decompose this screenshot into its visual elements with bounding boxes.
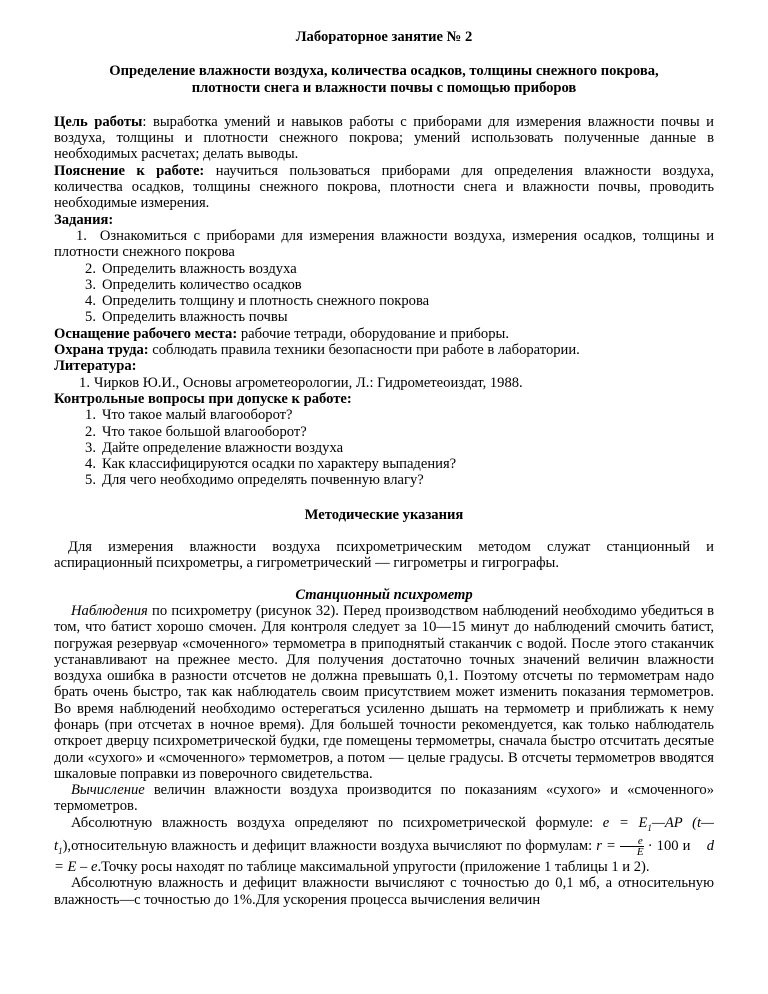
question-item — [54, 456, 714, 472]
equipment-text: рабочие тетради, оборудование и приборы. — [237, 325, 509, 342]
task-number: 2. — [85, 260, 96, 277]
task-item — [54, 309, 714, 325]
question-item — [54, 424, 714, 440]
task-number: 5. — [85, 309, 96, 326]
formula-abs-part: e = E — [602, 814, 648, 831]
task-text: Определить толщину и плотность снежного покрова — [102, 293, 430, 310]
questions-heading: Контрольные вопросы при допуске к работе: — [54, 390, 352, 407]
task-text: Определить количество осадков — [102, 276, 302, 293]
question-text: Для чего необходимо определять почвенную влагу? — [102, 472, 424, 489]
formula-deficit: d = E – e — [54, 837, 714, 876]
explanation-paragraph — [54, 163, 714, 212]
task-item — [54, 261, 714, 277]
formula-abs-rest: —AP (t—t — [54, 814, 714, 854]
task-number: 3. — [85, 276, 96, 293]
calculation-text: величин влажности воздуха производится по показаниям «сухого» и «смоченного» термометров. — [54, 782, 714, 815]
explanation-text: научиться пользоваться приборами для определения влажности воздуха, количества осадков, толщины снежного покрова, плотности снега и влажности почвы, проводить необходимые измерения. — [54, 162, 714, 212]
calculation-paragraph — [54, 782, 714, 815]
goal-label: Цель работы — [54, 113, 143, 130]
task-item — [54, 277, 714, 293]
equipment-label: Оснащение рабочего места: — [54, 325, 238, 342]
explanation-label: Пояснение к работе: — [54, 162, 205, 179]
question-text: Как классифицируются осадки по характеру выпадения? — [102, 456, 457, 473]
task-number: 4. — [85, 293, 96, 310]
literature-number: 1. — [79, 374, 90, 391]
literature-heading: Литература: — [54, 358, 137, 375]
observations-paragraph — [54, 603, 714, 782]
literature-item — [54, 375, 714, 391]
safety-paragraph — [54, 342, 714, 358]
question-number: 5. — [85, 472, 96, 489]
lab-title: Лабораторное занятие № 2 — [295, 29, 473, 45]
formula-paragraph — [54, 815, 714, 876]
observations-text: по психрометру (рисунок 32). Перед производством наблюдений необходимо убедиться в том, что батист хорошо смочен. Для контроля следует за 10—15 минут до наблюдений смочить батист, погружая резервуар «смоченного» термометра в приподнятый стаканчик с водой. После этого стаканчик устанавливают на прежнее место. Для получения достаточно точных значений величин влажности воздуха ошибка в разности отсчетов не должна превышать 0,1. Поэтому отсчеты по термометрам надо брать очень быстро, так как наблюдатель своим присутствием может изменить показания термометров. Во время наблюдений необходимо остерегаться усиленно дышать на термометр и приближать к нему фонарь (при отсчетах в ночное время). Для большей точности рекомендуется, как только наблюдатель откроет дверцу психрометрической будки, где помещены термометры, сначала быстро отсчитать десятые доли «сухого» и «смоченного» термометров, а потом — целые градусы. В отсчеты термометров вводятся шкаловые поправки из поверочного свидетельства. — [54, 602, 714, 782]
goal-paragraph — [54, 114, 714, 163]
tasks-heading: Задания: — [54, 211, 114, 228]
task-item — [54, 228, 714, 261]
formula-fraction — [620, 836, 644, 857]
methods-intro: Для измерения влажности воздуха психрометрическим методом служат станционный и аспирационный психрометры, а гигрометрический — гигрометры и гигрографы. — [54, 539, 714, 572]
formula-multiplier: · 100 — [643, 837, 679, 854]
formula-abs-sub: 1 — [647, 822, 652, 833]
question-text: Что такое большой влагооборот? — [102, 423, 307, 440]
safety-label: Охрана труда: — [54, 342, 149, 359]
task-text: Определить влажность воздуха — [102, 260, 297, 277]
question-number: 2. — [85, 423, 96, 440]
fraction-denominator: E — [620, 846, 644, 857]
task-number: 1. — [76, 227, 87, 244]
psychrometer-subheading: Станционный психрометр — [295, 586, 473, 603]
methods-heading: Методические указания — [304, 506, 464, 523]
literature-text: Чирков Ю.И., Основы агрометеорологии, Л.: Гидрометеоиздат, 1988. — [94, 374, 523, 391]
precision-paragraph: Абсолютную влажность и дефицит влажности вычисляют с точностью до 0,1 мб, а относительную влажность—с точностью до 1%.Для ускорения процесса вычисления величин — [54, 875, 714, 908]
formula-relative: r = — [596, 837, 620, 854]
task-item — [54, 293, 714, 309]
safety-text: соблюдать правила техники безопасности при работе в лаборатории. — [148, 342, 580, 359]
formula-dewpoint-text: .Точку росы находят по таблице максимальной упругости (приложение 1 таблицы 1 и 2). — [97, 859, 650, 876]
question-text: Дайте определение влажности воздуха — [102, 439, 344, 456]
formula-and: и — [678, 837, 695, 854]
question-item — [54, 407, 714, 423]
question-item — [54, 440, 714, 456]
formula-intro: Абсолютную влажность воздуха определяют по психрометрической формуле: — [71, 814, 603, 831]
formula-middle: ),относительную влажность и дефицит влажности воздуха вычисляют по формулам: — [62, 837, 597, 854]
question-text: Что такое малый влагооборот? — [102, 407, 293, 424]
topic-title-line2: плотности снега и влажности почвы с помощью приборов — [191, 79, 577, 96]
calculation-label: Вычисление — [71, 782, 145, 799]
equipment-paragraph — [54, 326, 714, 342]
task-text: Определить влажность почвы — [102, 309, 288, 326]
observations-label: Наблюдения — [71, 602, 148, 619]
fraction-numerator: e — [637, 834, 643, 847]
goal-text: : выработка умений и навыков работы с приборами для измерения влажности почвы и воздуха, толщины и плотности снежного покрова; умений использовать полученные данные в необходимых расчетах; делать выводы. — [54, 113, 714, 163]
topic-title-line1: Определение влажности воздуха, количества осадков, толщины снежного покрова, — [109, 63, 659, 80]
question-item — [54, 472, 714, 488]
question-number: 4. — [85, 456, 96, 473]
task-text: Ознакомиться с приборами для измерения влажности воздуха, измерения осадков, толщины и плотности снежного покрова — [54, 227, 715, 261]
question-number: 3. — [85, 439, 96, 456]
formula-abs-sub2: 1 — [58, 845, 63, 856]
question-number: 1. — [85, 407, 96, 424]
